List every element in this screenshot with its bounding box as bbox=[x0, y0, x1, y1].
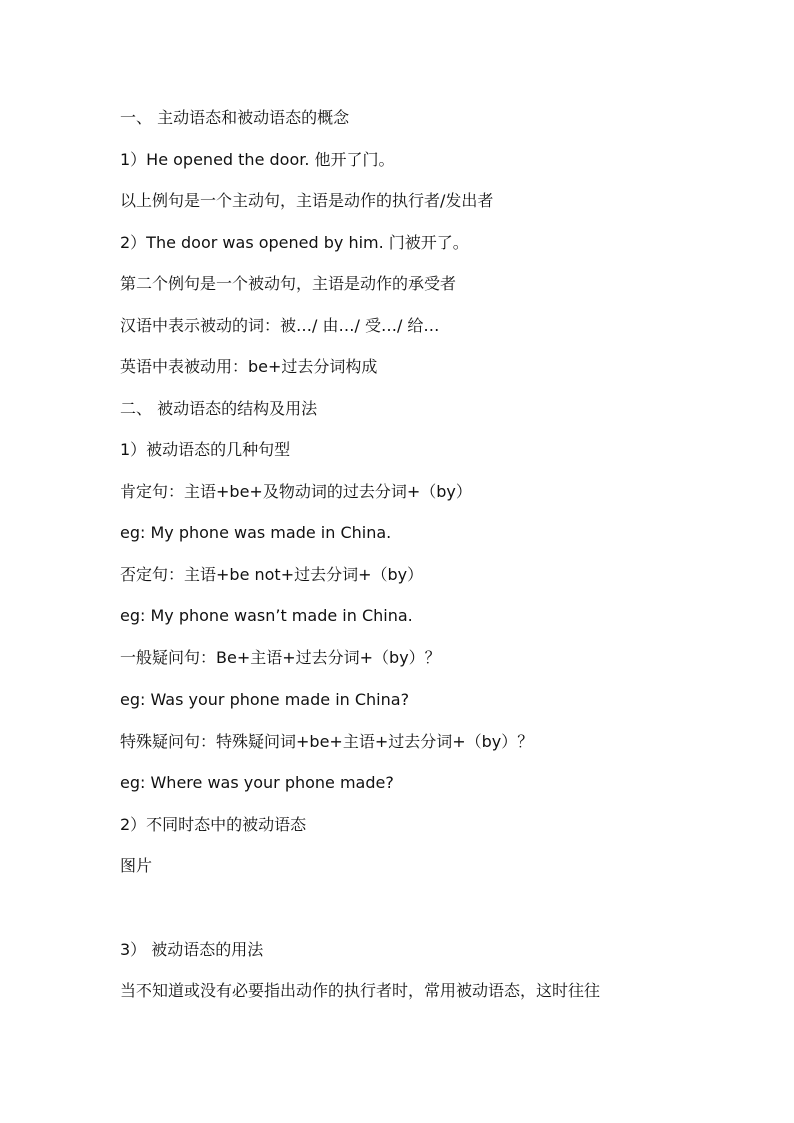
subheading-sentence-patterns: 1）被动语态的几种句型 bbox=[120, 440, 291, 459]
paragraph-line: 肯定句：主语+be+及物动词的过去分词+（by） bbox=[120, 482, 472, 501]
example-line: eg: My phone wasn’t made in China. bbox=[120, 606, 413, 625]
image-placeholder-text: 图片 bbox=[120, 856, 153, 875]
paragraph-line: 汉语中表示被动的词：被…/ 由…/ 受…/ 给… bbox=[120, 316, 440, 335]
paragraph-line: 当不知道或没有必要指出动作的执行者时，常用被动语态，这时往往 bbox=[120, 981, 601, 1000]
paragraph-line: 特殊疑问句：特殊疑问词+be+主语+过去分词+（by）？ bbox=[120, 732, 534, 751]
paragraph-line: 否定句：主语+be not+过去分词+（by） bbox=[120, 565, 424, 584]
paragraph-line: 以上例句是一个主动句，主语是动作的执行者/发出者 bbox=[120, 191, 494, 210]
example-passive-sentence: 2）The door was opened by him. 门被开了。 bbox=[120, 233, 469, 252]
example-line: eg: My phone was made in China. bbox=[120, 523, 392, 542]
paragraph-line: 第二个例句是一个被动句，主语是动作的承受者 bbox=[120, 274, 457, 293]
subheading-tenses: 2）不同时态中的被动语态 bbox=[120, 815, 307, 834]
section-heading-concepts: 一、 主动语态和被动语态的概念 bbox=[120, 108, 350, 127]
example-line: eg: Where was your phone made? bbox=[120, 773, 394, 792]
paragraph-line: 一般疑问句：Be+主语+过去分词+（by）？ bbox=[120, 648, 441, 667]
example-line: eg: Was your phone made in China? bbox=[120, 690, 410, 709]
section-heading-structure: 二、 被动语态的结构及用法 bbox=[120, 399, 318, 418]
paragraph-line: 英语中表被动用：be+过去分词构成 bbox=[120, 357, 378, 376]
example-active-sentence: 1）He opened the door. 他开了门。 bbox=[120, 150, 395, 169]
subheading-usage: 3） 被动语态的用法 bbox=[120, 940, 264, 959]
